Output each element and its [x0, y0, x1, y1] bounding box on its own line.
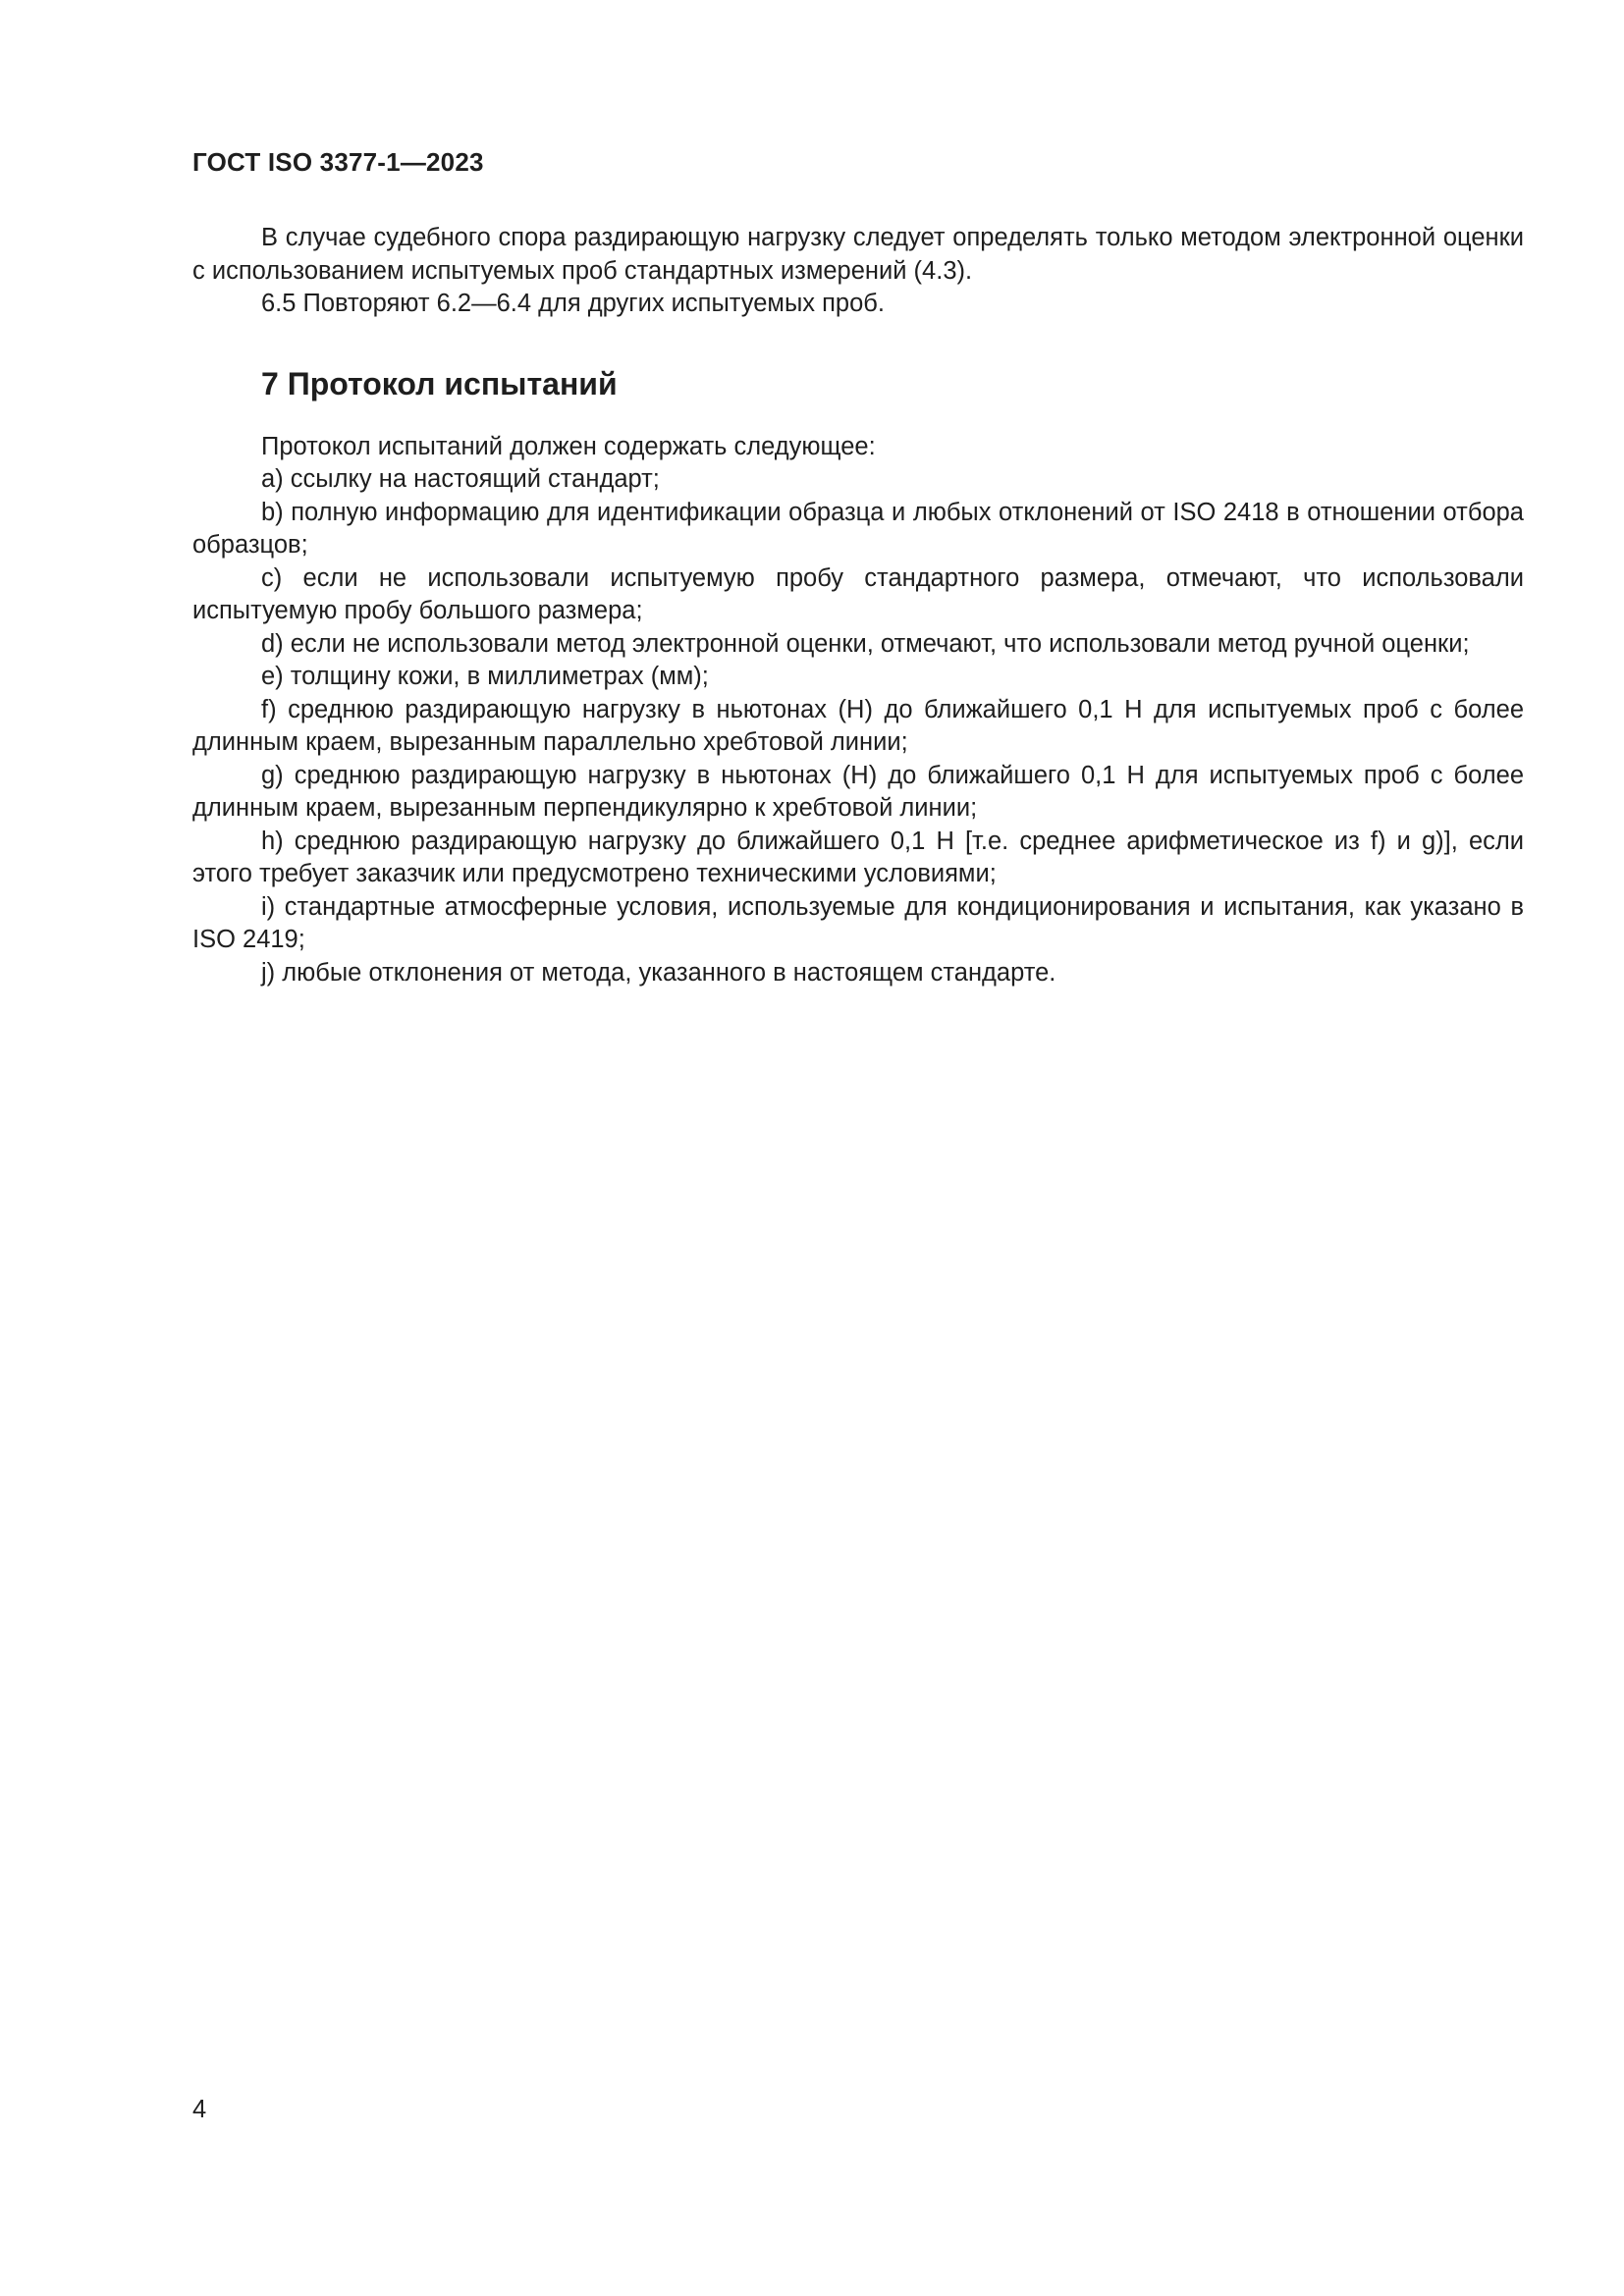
- paragraph-6-5: 6.5 Повторяют 6.2—6.4 для других испытуемых проб.: [261, 290, 885, 317]
- list-item-g: g) среднюю раздирающую нагрузку в ньютонах (Н) до ближайшего 0,1 Н для испытуемых проб с более длинным краем, вырезанным перпендикулярно к хребтовой линии;: [192, 761, 1524, 822]
- page-content: [192, 222, 1524, 989]
- list-item-c: c) если не использовали испытуемую пробу стандартного размера, отмечают, что использовали испытуемую пробу большого размера;: [192, 563, 1524, 624]
- list-item-j: j) любые отклонения от метода, указанного в настоящем стандарте.: [261, 958, 1056, 987]
- list-item-b: b) полную информацию для идентификации образца и любых отклонений от ISO 2418 в отношении отбора образцов;: [192, 498, 1524, 559]
- document-header: ГОСТ ISO 3377-1—2023: [192, 147, 484, 177]
- paragraph-dispute: В случае судебного спора раздирающую нагрузку следует определять только методом электронной оценки с использованием испытуемых проб стандартных измерений (4.3).: [192, 224, 1524, 285]
- section-7-title: 7 Протокол испытаний: [261, 365, 618, 401]
- list-item-i: i) стандартные атмосферные условия, используемые для кондиционирования и испытания, как указано в ISO 2419;: [192, 892, 1524, 953]
- list-item-h: h) среднюю раздирающую нагрузку до ближайшего 0,1 Н [т.е. среднее арифметическое из f) и g)], если этого требует заказчик или предусмотрено техническими условиями;: [192, 827, 1524, 887]
- list-item-a: a) ссылку на настоящий стандарт;: [261, 465, 660, 493]
- list-item-f: f) среднюю раздирающую нагрузку в ньютонах (Н) до ближайшего 0,1 Н для испытуемых проб с более длинным краем, вырезанным параллельно хребтовой линии;: [192, 695, 1524, 756]
- list-item-d: d) если не использовали метод электронной оценки, отмечают, что использовали метод ручной оценки;: [261, 629, 1470, 658]
- section-7-lead: Протокол испытаний должен содержать следующее:: [261, 432, 876, 460]
- page-number: 4: [192, 2096, 207, 2123]
- list-item-e: e) толщину кожи, в миллиметрах (мм);: [261, 663, 709, 690]
- section-7-body: [192, 431, 1524, 990]
